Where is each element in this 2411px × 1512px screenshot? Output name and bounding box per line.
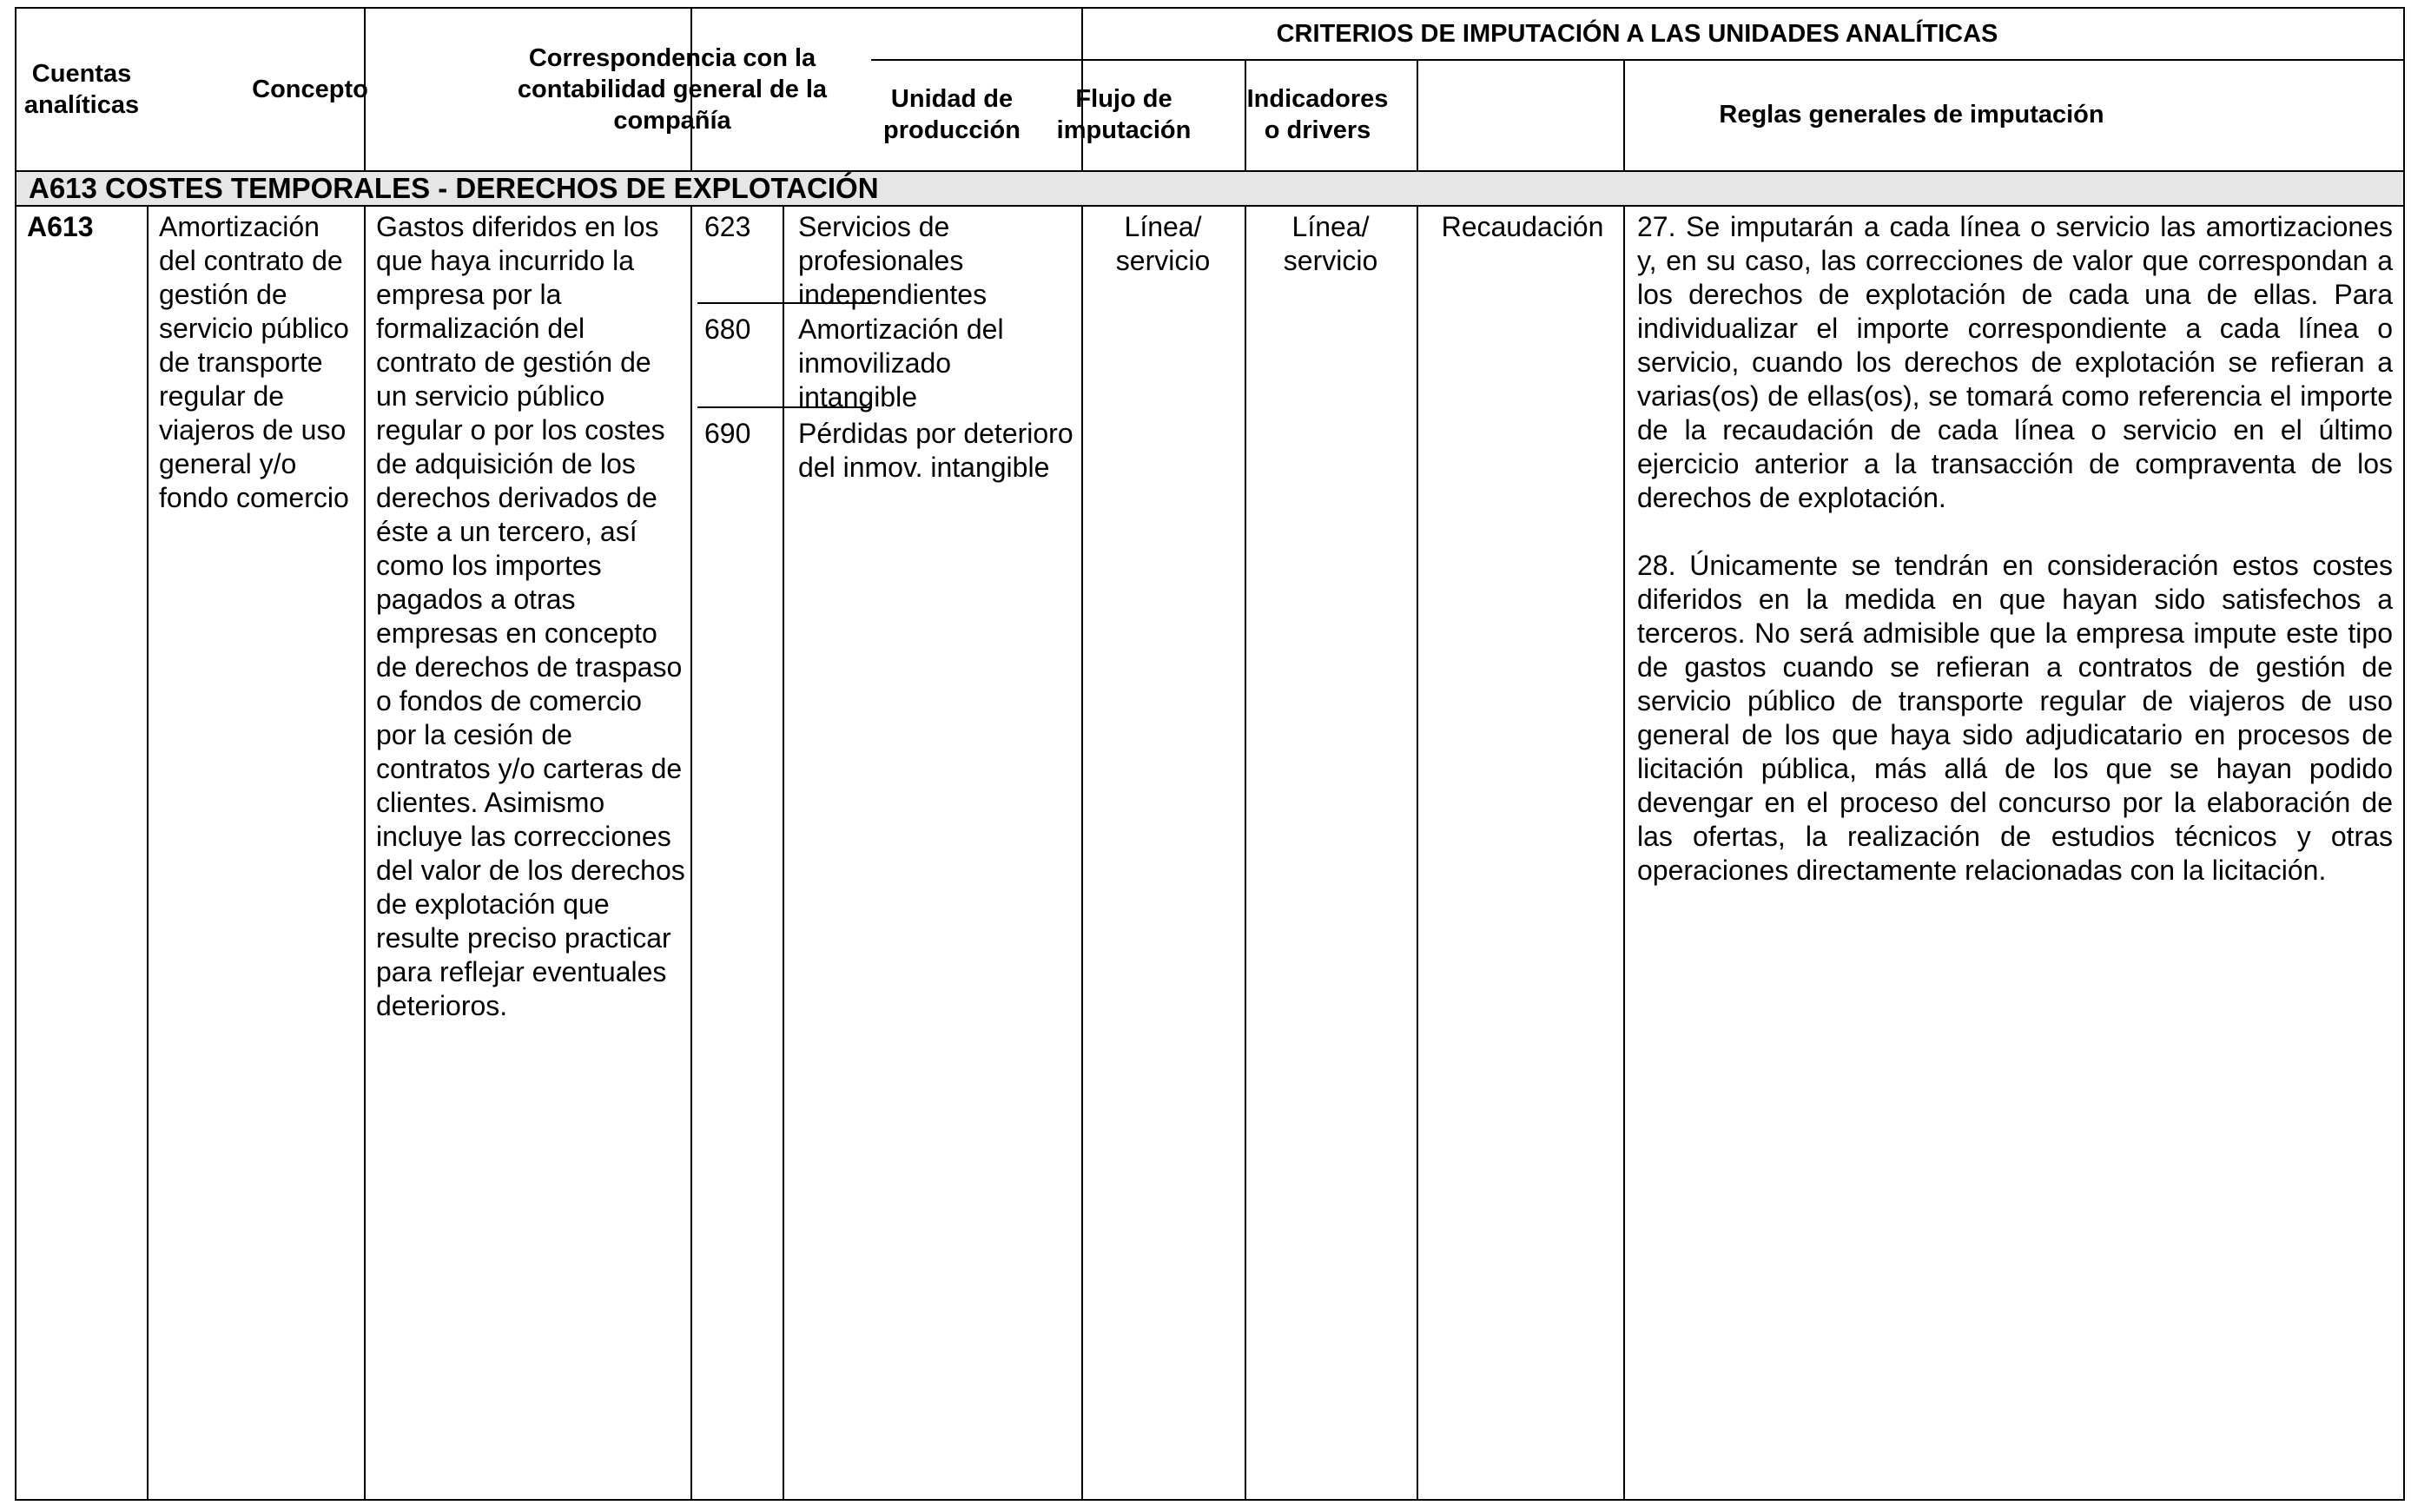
account-code: A613 bbox=[27, 211, 94, 242]
rule-v-code bbox=[147, 205, 149, 1499]
cost-table bbox=[15, 7, 2405, 1501]
rule-header-bottom bbox=[17, 170, 2403, 172]
regla-28: 28. Únicamente se tendrán en consideración estos costes diferidos en la medida en que hayan sido satisfechos a terceros. No será admisible que la empresa impute este tipo de gastos cuando se refieran a contratos de gestión de servicio público de transporte regular de viajeros de uso general de los que haya sido adjudicatario en procesos de licitación pública, más allá de los que se hayan podido devengar en el proceso del concurso por la elaboración de las ofertas, la realización de estudios técnicos y otras operaciones directamente relacionadas con la licitación. bbox=[1637, 550, 2393, 886]
section-title: A613 COSTES TEMPORALES - DERECHOS DE EXPLOTACIÓN bbox=[29, 172, 879, 204]
account-name: Amortización del contrato de gestión de servicio público de transporte regular de viajeros de uso general y/o fondo comercio bbox=[159, 211, 349, 513]
account-desc-680: Amortización del inmovilizado intangible bbox=[798, 314, 1004, 413]
rule-v-indicadores-body bbox=[1623, 205, 1625, 1499]
rule-section-bottom bbox=[17, 205, 2403, 207]
header-indicadores: Indicadores o drivers bbox=[1246, 85, 1389, 144]
header-criterios-imputacion: CRITERIOS DE IMPUTACIÓN A LAS UNIDADES ANALÍTICAS bbox=[1276, 20, 1998, 48]
rule-v-unidad-body bbox=[1245, 205, 1246, 1499]
rule-v-flujo-body bbox=[1417, 205, 1418, 1499]
rule-v-accnum bbox=[783, 205, 784, 1499]
account-concept: Gastos diferidos en los que haya incurrido la empresa por la formalización del contrato de gestión de un servicio público regular o por los costes de adquisición de los derechos derivados de éste a un tercero, así como los importes pagados a otras empresas en concepto de derechos de traspaso o fondos de comercio por la cesión de contratos y/o carteras de clientes. Asimismo incluye las correcciones del valor de los derechos de explotación que resulte preciso practicar para reflejar eventuales deterioros. bbox=[376, 211, 685, 1021]
rule-v-flujo bbox=[1417, 59, 1418, 170]
header-unidad-produccion: Unidad de producción bbox=[883, 85, 1021, 144]
rule-v-name bbox=[364, 205, 366, 1499]
header-concepto: Concepto bbox=[252, 76, 368, 103]
header-reglas-generales: Reglas generales de imputación bbox=[1719, 101, 2104, 129]
account-number-690: 690 bbox=[704, 418, 751, 449]
header-correspondencia: Correspondencia con la contabilidad general de la compañía bbox=[517, 44, 828, 135]
header-flujo-imputacion: Flujo de imputación bbox=[1056, 85, 1192, 144]
reglas-imputacion bbox=[1637, 210, 2393, 921]
account-desc-623: Servicios de profesionales independientes bbox=[798, 211, 988, 310]
account-desc-690: Pérdidas por deterioro del inmov. intangible bbox=[798, 418, 1073, 483]
rule-v-unidad bbox=[1245, 59, 1246, 170]
rule-v-accdesc-body bbox=[1081, 205, 1083, 1499]
header-cuentas-analiticas: Cuentas analíticas bbox=[23, 60, 140, 119]
rule-v1 bbox=[364, 9, 366, 170]
rule-v-concept bbox=[690, 9, 692, 170]
unidad-produccion-value: Línea/ servicio bbox=[1115, 211, 1211, 276]
account-number-623: 623 bbox=[704, 211, 751, 242]
indicador-value: Recaudación bbox=[1441, 211, 1604, 242]
regla-27: 27. Se imputarán a cada línea o servicio las amortizaciones y, en su caso, las correcciones de valor que correspondan a los derechos de explotación de cada una de ellas. Para individualizar el importe correspondiente a cada línea o servicio, cuando los derechos de explotación se refieran a varias(os) de ellas(os), se tomará como referencia el importe de la recaudación de cada línea o servicio en el último ejercicio anterior a la transacción de compraventa de los derechos de explotación. bbox=[1637, 211, 2393, 513]
rule-criterios-bottom bbox=[871, 59, 2403, 61]
rule-v-indicadores bbox=[1623, 59, 1625, 170]
account-number-680: 680 bbox=[704, 314, 751, 345]
flujo-imputacion-value: Línea/ servicio bbox=[1283, 211, 1378, 276]
rule-v-accdesc bbox=[1081, 9, 1083, 170]
rule-v-concept-body bbox=[690, 205, 692, 1499]
